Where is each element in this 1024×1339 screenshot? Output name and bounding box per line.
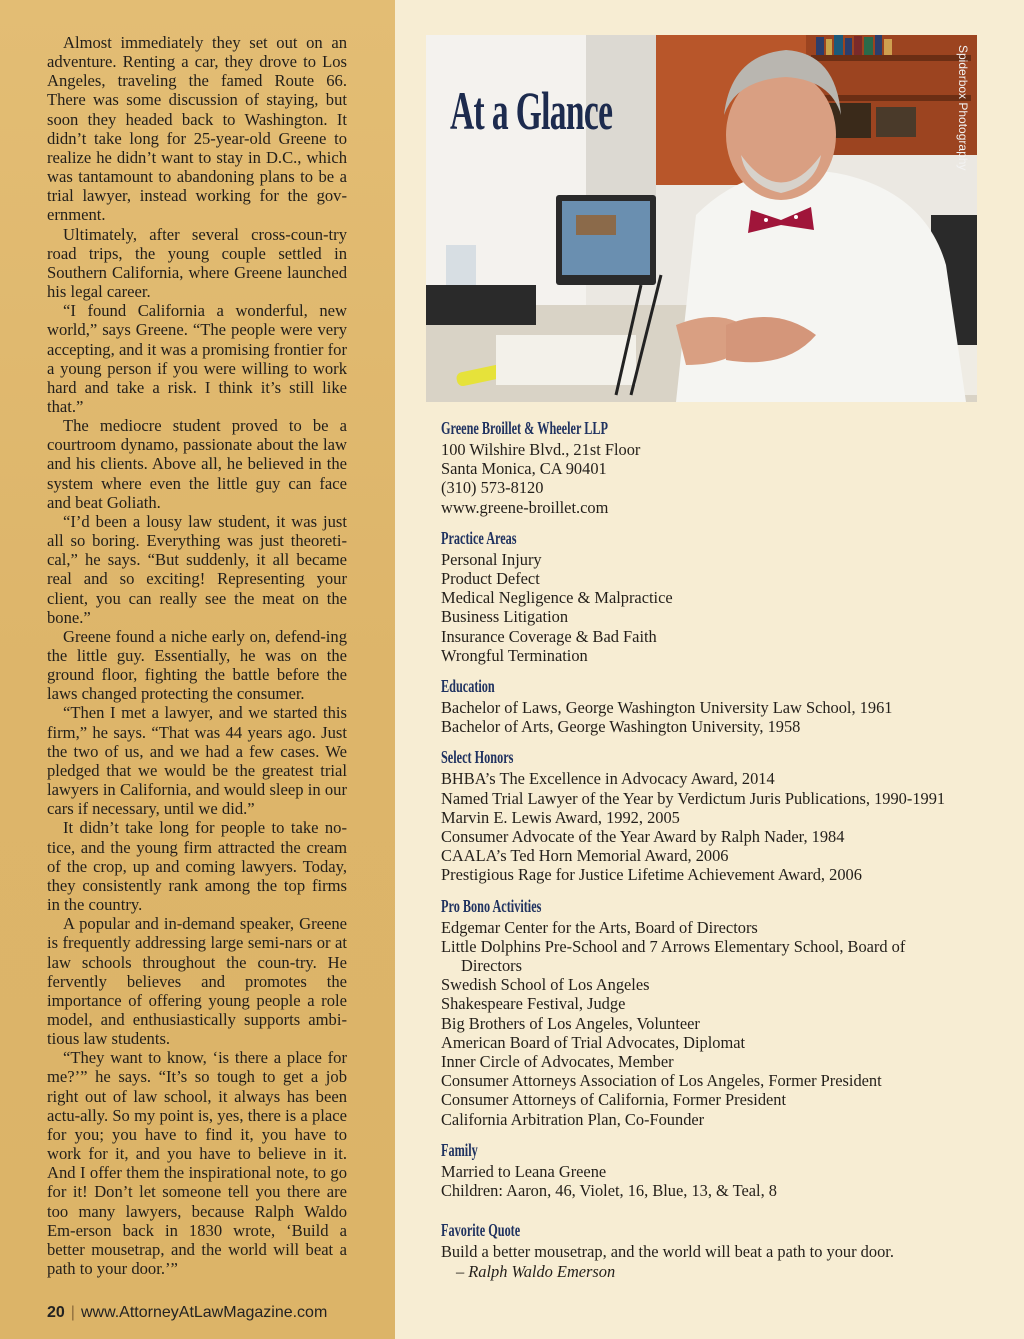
firm-website[interactable]: www.greene-broillet.com — [441, 497, 609, 517]
footer-separator: | — [70, 1304, 75, 1321]
firm-section — [441, 418, 1001, 517]
list-item: Swedish School of Los Angeles — [441, 975, 650, 995]
quote-heading: Favorite Quote — [441, 1220, 521, 1241]
list-item: Consumer Attorneys of California, Former President — [441, 1090, 787, 1110]
footer-website[interactable]: www.AttorneyAtLawMagazine.com — [80, 1304, 328, 1321]
article-paragraph: Greene found a niche early on, defend-ing the little guy. Essentially, he was on the ground floor, fighting the battle before the laws changed protecting the consumer. — [47, 626, 347, 704]
firm-heading: Greene Broillet & Wheeler LLP — [441, 418, 609, 438]
education-heading: Education — [441, 676, 495, 697]
article-paragraph: “I’d been a lousy law student, it was just all so boring. Everything was just theoreti-cal,” he says. “But suddenly, it all became real and so exciting! Representing your client, you can really see the meat on the bone.” — [47, 511, 347, 627]
list-item: Business Litigation — [441, 607, 569, 627]
list-item: Named Trial Lawyer of the Year by Verdictum Juris Publications, 1990-1991 — [441, 788, 946, 808]
firm-phone: (310) 573-8120 — [441, 478, 544, 498]
practice-areas-section — [441, 528, 1001, 665]
at-a-glance-info — [441, 418, 1001, 1292]
article-paragraph: Ultimately, after several cross-coun-try road trips, the young couple settled in Southern California, where Greene launched his legal career. — [47, 224, 347, 302]
list-item: Insurance Coverage & Bad Faith — [441, 626, 657, 646]
pro-bono-heading: Pro Bono Activities — [441, 895, 542, 916]
list-item: Edgemar Center for the Arts, Board of Directors — [441, 917, 758, 937]
list-item: Wrongful Termination — [441, 645, 588, 665]
honors-heading: Select Honors — [441, 747, 514, 768]
list-item: Consumer Attorneys Association of Los Angeles, Former President — [441, 1071, 882, 1091]
practice-areas-heading: Practice Areas — [441, 527, 517, 548]
list-item: California Arbitration Plan, Co-Founder — [441, 1109, 705, 1129]
list-item: Shakespeare Festival, Judge — [441, 994, 626, 1014]
article-paragraph: A popular and in-demand speaker, Greene is frequently addressing large semi-nars or at law schools throughout the coun-try. He fervently believes and promotes the importance of offering young people a role model, and enthusiastically supports ambi-tious law students. — [47, 914, 347, 1049]
quote-section — [441, 1220, 1001, 1280]
article-paragraph: “I found California a wonderful, new world,” says Greene. “The people were very accepting, and it was a promising frontier for a young person if you were willing to work hard and take a risk. I think it’s still like that.” — [47, 301, 347, 416]
list-item: Bachelor of Arts, George Washington University, 1958 — [441, 717, 801, 737]
article-paragraph: Almost immediately they set out on an adventure. Renting a car, they drove to Los Angeles, traveling the famed Route 66. There was some discussion of staying, but soon they headed back to Washington. It didn’t take long for 25-year-old Greene to realize he didn’t want to stay in D.C., which was tantamount to abandoning plans to be a trial lawyer, instead working for the gov-ernment. — [47, 33, 347, 225]
article-paragraph: It didn’t take long for people to take no-tice, and the young firm attracted the cream of the crop, up and coming lawyers. Today, they consistently rank among the top firms in the country. — [47, 818, 347, 915]
page-number: 20 — [47, 1304, 65, 1321]
list-item: Children: Aaron, 46, Violet, 16, Blue, 13, & Teal, 8 — [441, 1181, 777, 1201]
quote-text: Build a better mousetrap, and the world will beat a path to your door. — [441, 1242, 894, 1262]
family-heading: Family — [441, 1139, 478, 1160]
list-item: Little Dolphins Pre-School and 7 Arrows Elementary School, Board of Directors — [441, 936, 906, 976]
list-item: Product Defect — [441, 569, 540, 589]
family-section — [441, 1140, 1001, 1200]
list-item: Marvin E. Lewis Award, 1992, 2005 — [441, 807, 680, 827]
article-paragraph: “Then I met a lawyer, and we started this firm,” he says. “That was 44 years ago. Just the two of us, and we had a few cases. We pledged that we would be the greatest trial lawyers in California, and would sleep in our cars if necessary, until we did.” — [47, 703, 347, 819]
page-footer — [47, 1304, 327, 1322]
firm-address-line: 100 Wilshire Blvd., 21st Floor — [441, 440, 641, 459]
article-paragraph: The mediocre student proved to be a courtroom dynamo, passionate about the law and his clients. Above all, he believed in the system where even the little guy can face and beat Goliath. — [47, 416, 347, 512]
list-item: Prestigious Rage for Justice Lifetime Achievement Award, 2006 — [441, 865, 862, 885]
list-item: American Board of Trial Advocates, Diplomat — [441, 1032, 746, 1052]
list-item: Personal Injury — [441, 549, 542, 569]
list-item: BHBA’s The Excellence in Advocacy Award, 2014 — [441, 769, 775, 789]
list-item: Inner Circle of Advocates, Member — [441, 1052, 674, 1072]
list-item: Medical Negligence & Malpractice — [441, 588, 673, 608]
pro-bono-section — [441, 896, 1001, 1129]
article-body — [47, 33, 347, 1278]
list-item: CAALA’s Ted Horn Memorial Award, 2006 — [441, 846, 729, 866]
list-item: Big Brothers of Los Angeles, Volunteer — [441, 1013, 700, 1033]
list-item: Consumer Advocate of the Year Award by Ralph Nader, 1984 — [441, 827, 845, 847]
firm-city-line: Santa Monica, CA 90401 — [441, 459, 607, 479]
article-paragraph: “They want to know, ‘is there a place for me?’” he says. “It’s so tough to get a job right out of law school, it always has been actu-ally. So my point is, yes, there is a place for you; you have to find it, you have to work for it, and you have to believe in it. And I offer them the inspirational note, to go for it! Don’t let someone tell you there are too many lawyers, because Ralph Waldo Em-erson back in 1830 wrote, ‘Build a better mousetrap, and the world will beat a path to your door.’” — [47, 1048, 347, 1278]
education-section — [441, 676, 1001, 736]
sidebar-title: At a Glance — [450, 81, 613, 141]
list-item: Bachelor of Laws, George Washington University Law School, 1961 — [441, 698, 893, 718]
quote-attribution: – Ralph Waldo Emerson — [456, 1261, 616, 1281]
list-item: Married to Leana Greene — [441, 1161, 607, 1181]
honors-section — [441, 747, 1001, 884]
photo-credit: Spiderbox Photography — [956, 45, 970, 171]
